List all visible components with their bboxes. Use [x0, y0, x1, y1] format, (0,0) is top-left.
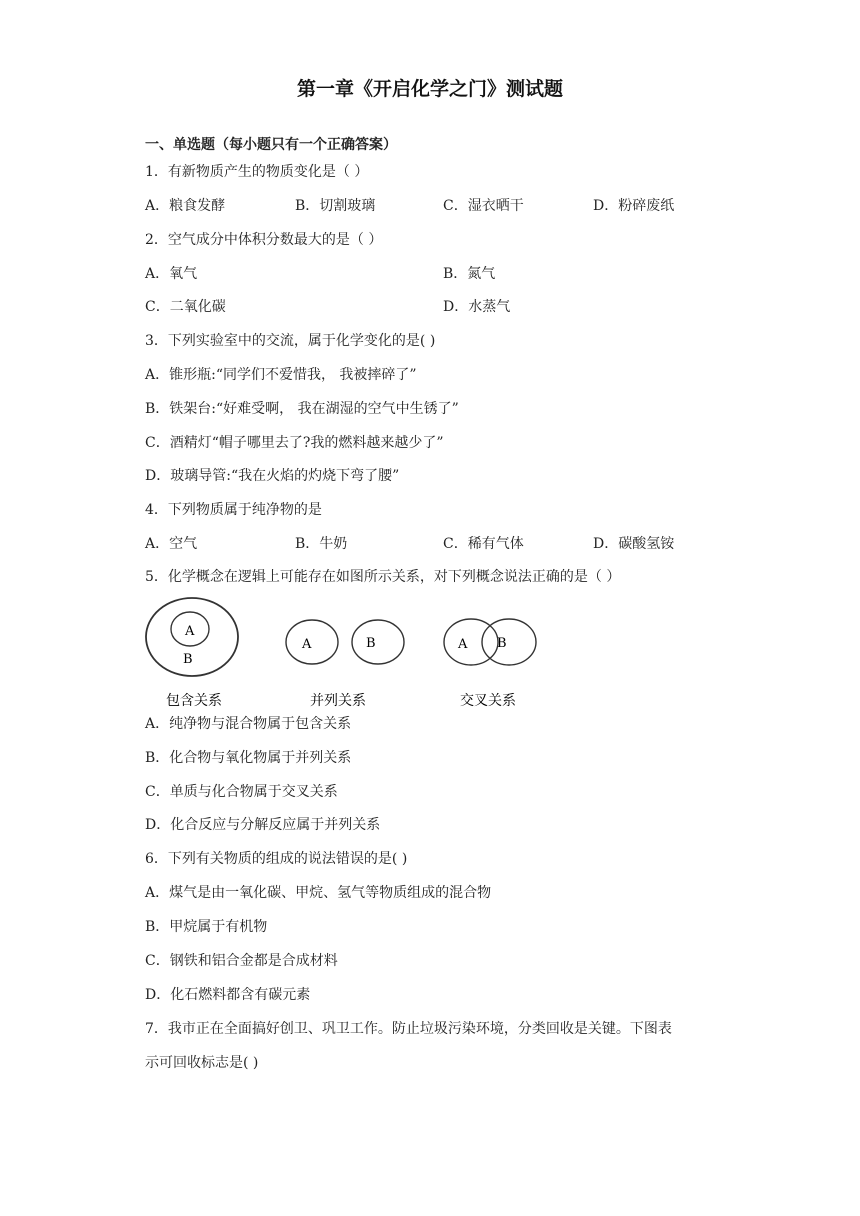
parallel-relation: [286, 620, 404, 664]
q3-option-d: D．玻璃导管:“我在火焰的灼烧下弯了腰”: [145, 468, 400, 484]
q3-option-b: B．铁架台:“好难受啊， 我在湖湿的空气中生锈了”: [145, 401, 459, 417]
q3-option-c: C．酒精灯“帽子哪里去了?我的燃料越来越少了”: [145, 435, 444, 451]
question-1-stem: 1．有新物质产生的物质变化是（ ）: [145, 164, 369, 180]
parallel-label-a: A: [302, 637, 312, 652]
containment-label-b: B: [183, 652, 193, 667]
q1-option-c: C．湿衣晒干: [443, 198, 524, 214]
question-2-stem: 2．空气成分中体积分数最大的是（ ）: [145, 232, 383, 248]
question-5-stem: 5．化学概念在逻辑上可能存在如图所示关系，对下列概念说法正确的是（ ）: [145, 569, 621, 585]
cross-circle-b: [482, 619, 536, 665]
cross-label-b: B: [497, 636, 507, 651]
q2-option-b: B．氮气: [443, 266, 496, 282]
cross-relation: [444, 619, 536, 665]
q2-option-a: A．氧气: [145, 266, 198, 282]
q6-option-a: A．煤气是由一氧化碳、甲烷、氢气等物质组成的混合物: [145, 885, 492, 901]
set-relation-diagram: [140, 592, 560, 717]
q5-option-d: D．化合反应与分解反应属于并列关系: [145, 817, 381, 833]
q6-option-d: D．化石燃料都含有碳元素: [145, 987, 311, 1003]
q6-option-b: B．甲烷属于有机物: [145, 919, 268, 935]
q4-option-c: C．稀有气体: [443, 536, 524, 552]
cross-label-a: A: [458, 637, 468, 652]
question-7-stem-line-1: 7．我市正在全面搞好创卫、巩卫工作。防止垃圾污染环境，分类回收是关键。下图表: [145, 1021, 672, 1037]
q4-option-d: D．碳酸氢铵: [593, 536, 675, 552]
parallel-circle-a: [286, 620, 338, 664]
q3-option-a: A．锥形瓶:“同学们不爱惜我， 我被摔碎了”: [145, 367, 417, 383]
q5-option-b: B．化合物与氧化物属于并列关系: [145, 750, 352, 766]
page-title: 第一章《开启化学之门》测试题: [296, 78, 563, 100]
caption-containment: 包含关系: [166, 693, 222, 709]
q2-option-d: D．水蒸气: [443, 299, 511, 315]
q5-option-a: A．纯净物与混合物属于包含关系: [145, 716, 352, 732]
question-6-stem: 6．下列有关物质的组成的说法错误的是( ): [145, 851, 408, 867]
caption-cross: 交叉关系: [460, 693, 516, 709]
containment-relation: [146, 598, 238, 676]
parallel-circle-b: [352, 620, 404, 664]
q6-option-c: C．钢铁和铝合金都是合成材料: [145, 953, 338, 969]
q2-option-c: C．二氧化碳: [145, 299, 226, 315]
question-7-stem-line-2: 示可回收标志是( ): [145, 1055, 259, 1071]
containment-label-a: A: [185, 624, 195, 639]
parallel-label-b: B: [366, 636, 376, 651]
q5-option-c: C．单质与化合物属于交叉关系: [145, 784, 338, 800]
q1-option-a: A．粮食发酵: [145, 198, 226, 214]
caption-parallel: 并列关系: [310, 693, 366, 709]
q4-option-a: A．空气: [145, 536, 198, 552]
q1-option-d: D．粉碎废纸: [593, 198, 675, 214]
section-heading: 一、单选题（每小题只有一个正确答案）: [145, 137, 397, 153]
q1-option-b: B．切割玻璃: [295, 198, 376, 214]
question-3-stem: 3．下列实验室中的交流，属于化学变化的是( ): [145, 333, 436, 349]
question-4-stem: 4．下列物质属于纯净物的是: [145, 502, 322, 518]
q4-option-b: B．牛奶: [295, 536, 348, 552]
